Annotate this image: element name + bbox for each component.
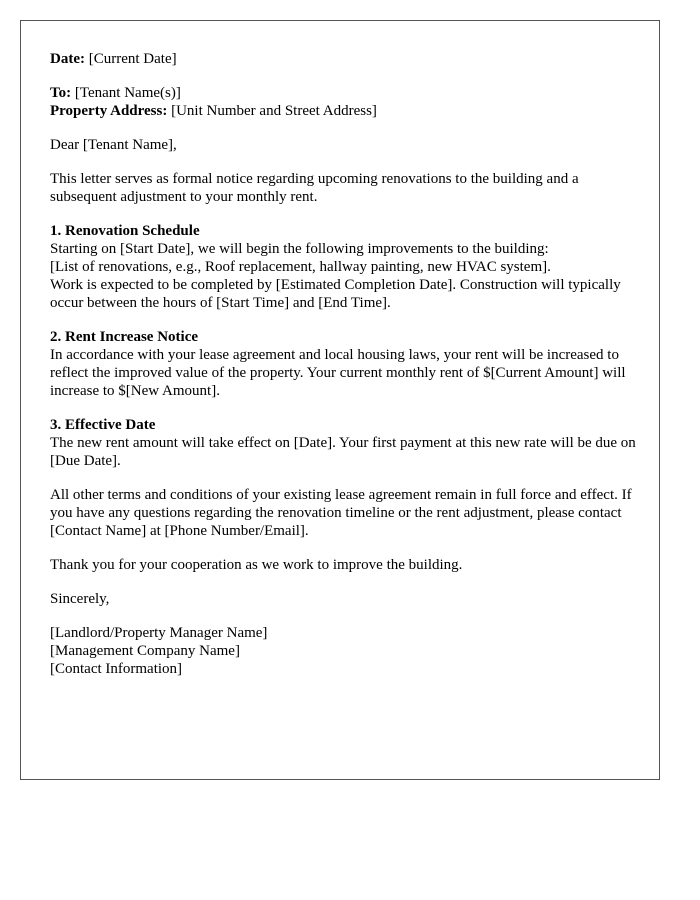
signature-block bbox=[50, 624, 640, 678]
address-label: Property Address: bbox=[50, 103, 168, 119]
recipient-block bbox=[50, 84, 640, 120]
section-line: Starting on [Start Date], we will begin the following improvements to the building: bbox=[50, 241, 549, 257]
signature-line: [Landlord/Property Manager Name] bbox=[50, 625, 268, 641]
signature-line: [Management Company Name] bbox=[50, 643, 240, 659]
date-value: [Current Date] bbox=[84, 51, 177, 67]
intro-paragraph: This letter serves as formal notice regarding upcoming renovations to the building and a subsequent adjustment to your monthly rent. bbox=[50, 171, 579, 205]
thanks-line: Thank you for your cooperation as we work to improve the building. bbox=[50, 557, 463, 573]
signature-line: [Contact Information] bbox=[50, 661, 183, 677]
letter-frame bbox=[20, 20, 660, 780]
address-value: [Unit Number and Street Address] bbox=[167, 103, 377, 119]
to-label: To: bbox=[50, 85, 72, 101]
letter-body bbox=[50, 50, 640, 694]
section-renovation-schedule bbox=[50, 222, 640, 312]
section-line: In accordance with your lease agreement and local housing laws, your rent will be increased to reflect the improved value of the property. Your current monthly rent of $[Current Amount] will increase to $[New Amount]. bbox=[50, 347, 626, 399]
signoff: Sincerely, bbox=[50, 591, 110, 607]
section-line: [List of renovations, e.g., Roof replacement, hallway painting, new HVAC system]. bbox=[50, 259, 551, 275]
salutation: Dear [Tenant Name], bbox=[50, 137, 177, 153]
section-line: The new rent amount will take effect on [Date]. Your first payment at this new rate will be due on [Due Date]. bbox=[50, 435, 636, 469]
date-block bbox=[50, 50, 640, 68]
to-value: [Tenant Name(s)] bbox=[71, 85, 181, 101]
section-effective-date bbox=[50, 416, 640, 470]
closing-paragraph: All other terms and conditions of your existing lease agreement remain in full force and effect. If you have any questions regarding the renovation timeline or the rent adjustment, please contact [Contact Name] at [Phone Number/Email]. bbox=[50, 487, 632, 539]
to-line bbox=[50, 84, 640, 102]
date-label: Date: bbox=[50, 51, 85, 67]
address-line bbox=[50, 102, 640, 120]
section-heading: 1. Renovation Schedule bbox=[50, 223, 200, 239]
section-line: Work is expected to be completed by [Estimated Completion Date]. Construction will typically occur between the hours of [Start Time] and [End Time]. bbox=[50, 277, 621, 311]
section-heading: 2. Rent Increase Notice bbox=[50, 329, 199, 345]
section-rent-increase bbox=[50, 328, 640, 400]
section-heading: 3. Effective Date bbox=[50, 417, 156, 433]
date-line bbox=[50, 50, 640, 68]
